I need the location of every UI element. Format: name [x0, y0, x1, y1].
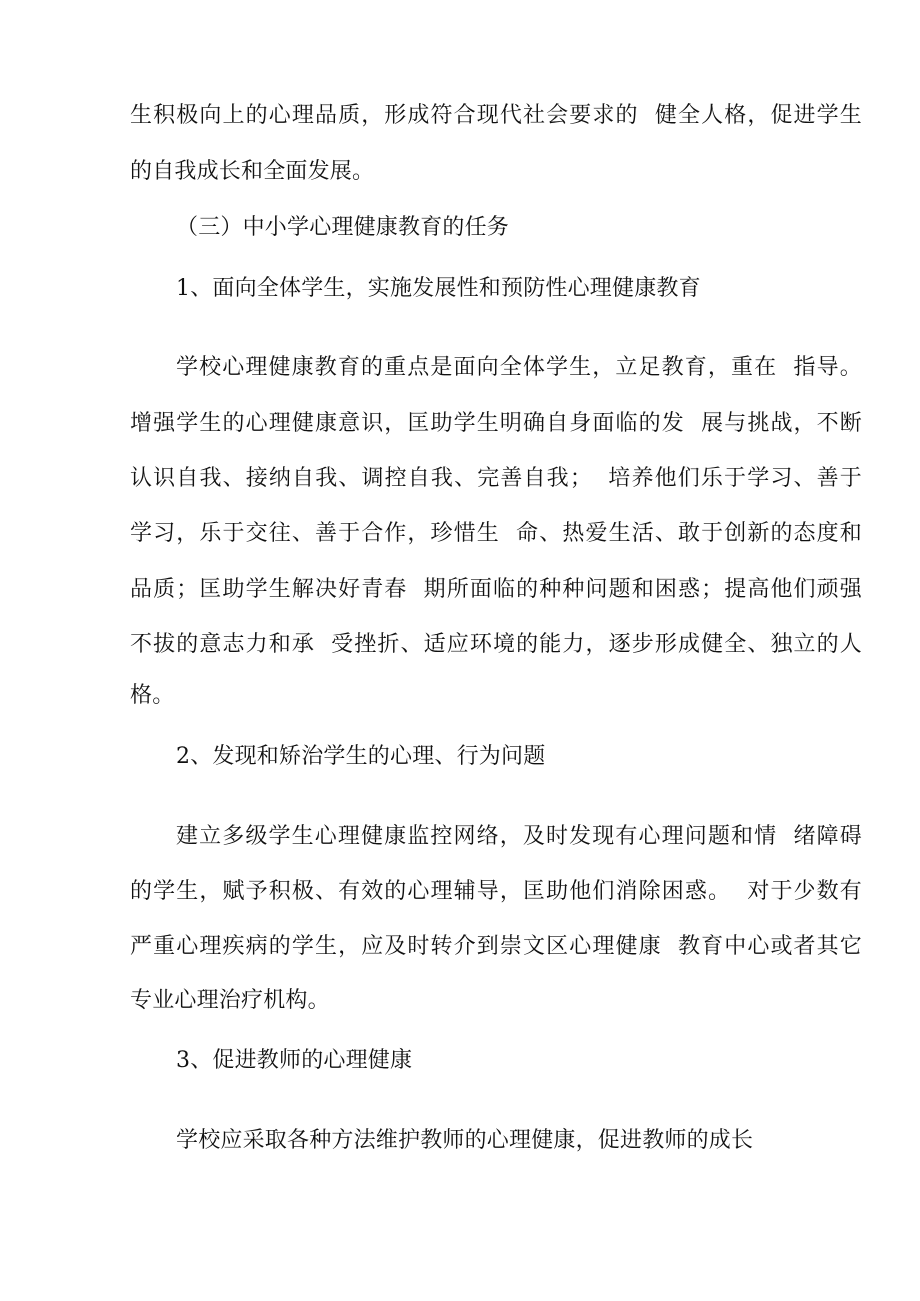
item1-line-1: 学校心理健康教育的重点是面向全体学生，立足教育，重在 指导。: [176, 355, 862, 380]
item1-line-4: 学习，乐于交往、善于合作，珍惜生 命、热爱生活、敢于创新的态度和: [130, 521, 862, 546]
item2-line-3: 严重心理疾病的学生，应及时转介到崇文区心理健康 教育中心或者其它: [130, 934, 862, 959]
item1-line-5: 品质；匡助学生解决好青春 期所面临的种种问题和困惑；提高他们顽强: [130, 577, 862, 602]
item3-line-1: 学校应采取各种方法维护教师的心理健康，促进教师的成长: [176, 1128, 754, 1153]
item2-line-2: 的学生，赋予积极、有效的心理辅导，匡助他们消除困惑。 对于少数有: [130, 879, 862, 904]
intro-line-1: 生积极向上的心理品质，形成符合现代社会要求的 健全人格，促进学生: [130, 103, 862, 128]
section-heading: （三）中小学心理健康教育的任务: [176, 215, 510, 240]
item1-line-2: 增强学生的心理健康意识，匡助学生明确自身面临的发 展与挑战，不断: [130, 411, 862, 436]
item1-heading: 1、面向全体学生，实施发展性和预防性心理健康教育: [176, 276, 701, 301]
item2-line-4: 专业心理治疗机构。: [130, 988, 330, 1013]
item1-line-3: 认识自我、接纳自我、调控自我、完善自我； 培养他们乐于学习、善于: [130, 466, 862, 491]
item1-line-7: 格。: [130, 683, 175, 708]
item2-line-1: 建立多级学生心理健康监控网络，及时发现有心理问题和情 绪障碍: [176, 824, 862, 849]
intro-line-2: 的自我成长和全面发展。: [130, 159, 375, 184]
item1-line-6: 不拔的意志力和承 受挫折、适应环境的能力，逐步形成健全、独立的人: [130, 632, 862, 657]
item2-heading: 2、发现和矫治学生的心理、行为问题: [176, 744, 546, 769]
item3-heading: 3、促进教师的心理健康: [176, 1048, 413, 1073]
